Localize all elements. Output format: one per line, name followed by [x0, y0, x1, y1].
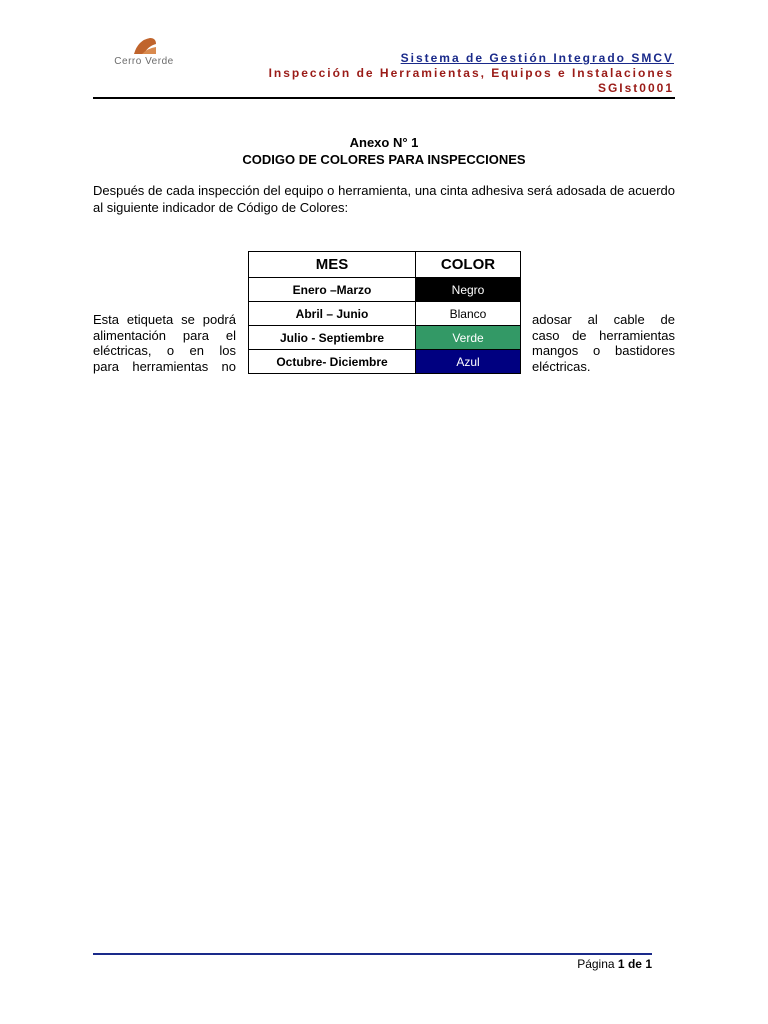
section-heading: CODIGO DE COLORES PARA INSPECCIONES [242, 152, 526, 167]
company-logo [104, 36, 184, 72]
text-line: adosar al cable de [532, 312, 675, 327]
month-range-cell: Octubre- Diciembre [249, 350, 416, 374]
color-cell: Negro [416, 278, 521, 302]
text-line: eléctricas. [532, 358, 591, 374]
text-line: para herramientas no [93, 358, 236, 374]
intro-paragraph: Después de cada inspección del equipo o herramienta, una cinta adhesiva será adosada de acuerdo al siguiente indicador de Código de Colores: [93, 183, 675, 215]
color-cell: Azul [416, 350, 521, 374]
table-row [249, 350, 521, 374]
text-line: Esta etiqueta se podrá [93, 312, 236, 327]
document-subtitle: Inspección de Herramientas, Equipos e Instalaciones [268, 66, 674, 80]
document-header [269, 51, 674, 96]
page-label: Página [577, 957, 615, 971]
text-line: eléctricas, o en los [93, 343, 236, 358]
color-cell: Verde [416, 326, 521, 350]
system-title: Sistema de Gestión Integrado SMCV [400, 51, 674, 65]
annex-title: Anexo N° 1 [349, 135, 419, 150]
table-row [249, 278, 521, 302]
table-row [249, 326, 521, 350]
page-current: 1 [617, 957, 625, 971]
logo-text: Cerro Verde [114, 56, 174, 67]
header-divider [93, 97, 675, 99]
page-number [577, 957, 652, 971]
column-header-color: COLOR [416, 252, 521, 278]
text-line: caso de herramientas [532, 327, 675, 343]
table-header-row [249, 252, 521, 278]
table-row [249, 302, 521, 326]
page-total: 1 [645, 957, 652, 971]
body-text-right [532, 312, 675, 374]
cerro-verde-mark-icon [104, 36, 184, 58]
month-range-cell: Abril – Junio [249, 302, 416, 326]
month-range-cell: Julio - Septiembre [249, 326, 416, 350]
text-line: alimentación para el [93, 327, 236, 343]
text-line: mangos o bastidores [532, 343, 675, 358]
body-text-left [93, 312, 236, 374]
page-separator: de [627, 957, 642, 971]
month-range-cell: Enero –Marzo [249, 278, 416, 302]
column-header-mes: MES [249, 252, 416, 278]
color-cell: Blanco [416, 302, 521, 326]
footer-divider [93, 953, 652, 955]
document-code: SGIst0001 [597, 81, 674, 95]
color-code-table [248, 251, 521, 374]
